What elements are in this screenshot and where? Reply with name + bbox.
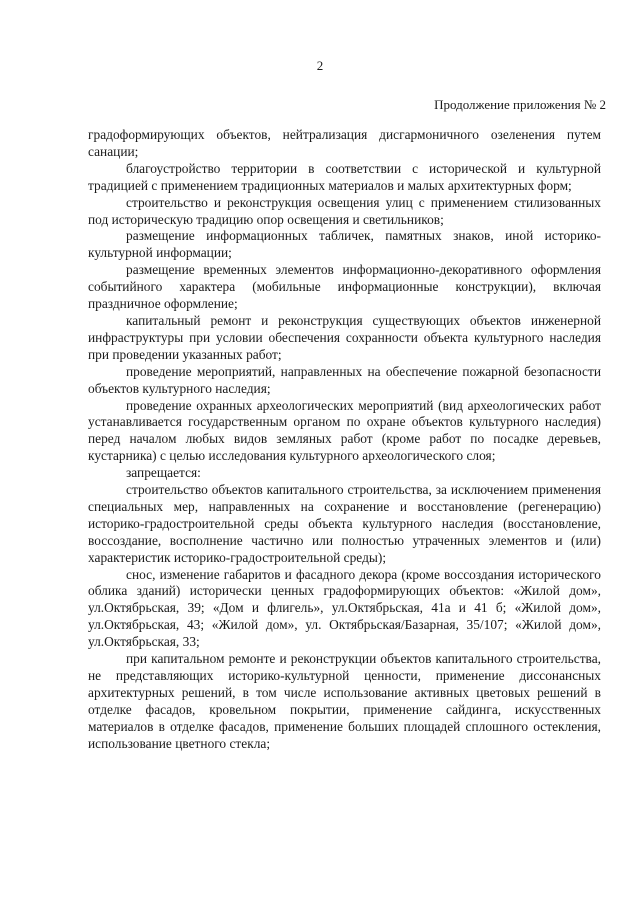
paragraph-landscaping: благоустройство территории в соответствии с исторической и культурной традицией с применением традиционных материалов и малых архитектурных форм; xyxy=(88,160,601,193)
paragraph-information-signs: размещение информационных табличек, памятных знаков, иной историко-культурной информации; xyxy=(88,228,601,261)
paragraph-greenery-sanitation: градоформирующих объектов, нейтрализация дисгармоничного озеленения путем санации; xyxy=(88,127,601,159)
paragraph-fire-safety: проведение мероприятий, направленных на обеспечение пожарной безопасности объектов культурного наследия; xyxy=(88,363,601,396)
paragraph-street-lighting: строительство и реконструкция освещения улиц с применением стилизованных под историческую традицию опор освещения и светильников; xyxy=(88,194,601,227)
paragraph-archaeology: проведение охранных археологических мероприятий (вид археологических работ устанавливается государственным органом по охране объектов культурного наследия) перед началом любых видов земляных работ (кроме работ по посадке деревьев, кустарника) с целью исследования культурного археологического слоя; xyxy=(88,397,601,464)
paragraph-demolition-ban: снос, изменение габаритов и фасадного декора (кроме воссоздания исторического облика зданий) исторически ценных градоформирующих объектов: «Жилой дом», ул.Октябрьская, 39; «Дом и флигель», ул.Октябрьская, 41а и 41 б; «Жилой дом», ул.Октябрьская, 43; «Жилой дом», ул. Октябрьская/Базарная, 35/107; «Жилой дом», ул.Октябрьская, 33; xyxy=(88,566,601,650)
paragraph-engineering-infrastructure: капитальный ремонт и реконструкция существующих объектов инженерной инфраструктуры при условии обеспечения сохранности объекта культурного наследия при проведении указанных работ; xyxy=(88,312,601,362)
page-number: 2 xyxy=(316,58,324,73)
paragraph-prohibited-label: запрещается: xyxy=(126,465,201,481)
appendix-continuation-label: Продолжение приложения № 2 xyxy=(434,97,606,112)
paragraph-construction-ban: строительство объектов капитального строительства, за исключением применения специальных мер, направленных на сохранение и восстановление (регенерацию) историко-градостроительной среды объекта культурного наследия (восстановление, воссоздание, восполнение частично или полностью утраченных элементов и (или) характеристик историко-градостроительной среды); xyxy=(88,482,601,565)
document-body xyxy=(88,127,601,753)
paragraph-dissonant-solutions-ban: при капитальном ремонте и реконструкции объектов капитального строительства, не представляющих историко-культурной ценности, применение диссонансных архитектурных решений, в том числе использование активных цветовых решений в отделке фасадов, кровельном покрытии, применение сайдинга, искусственных материалов в отделке фасадов, применение больших площадей сплошного остекления, использование цветного стекла; xyxy=(88,651,601,751)
paragraph-temporary-decor: размещение временных элементов информационно-декоративного оформления событийного характера (мобильные информационные конструкции), включая праздничное оформление; xyxy=(88,262,601,312)
